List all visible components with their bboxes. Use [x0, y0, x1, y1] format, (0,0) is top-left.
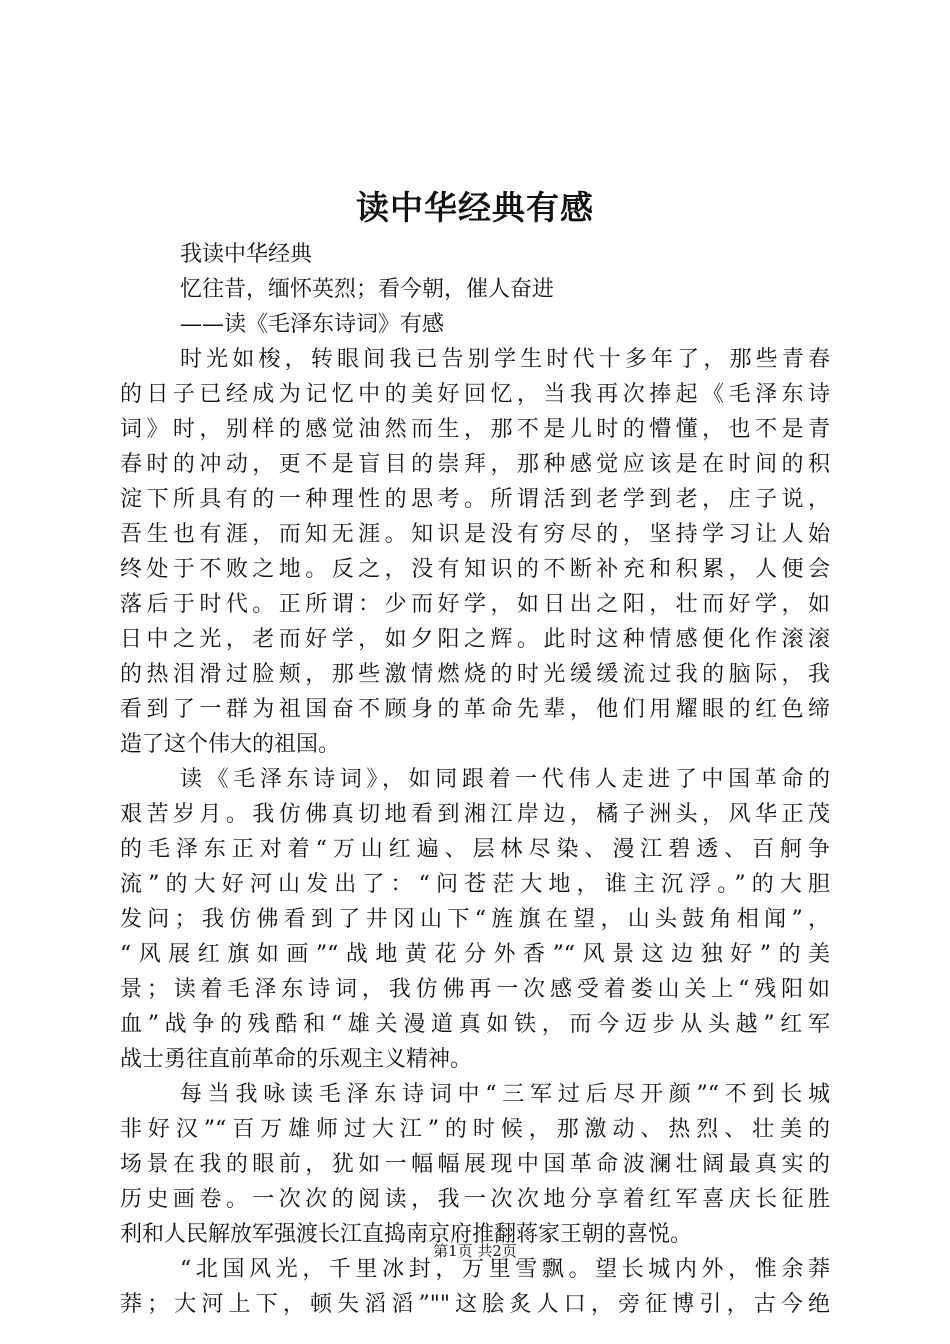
paragraph-line: 终处于不败之地。反之，没有知识的不断补充和积累，人便会: [120, 557, 830, 582]
paragraph-line: 场景在我的眼前，犹如一幅幅展现中国革命波澜壮阔最真实的: [120, 1152, 830, 1177]
paragraph-line: 日中之光，老而好学，如夕阳之辉。此时这种情感便化作滚滚: [120, 627, 830, 652]
document-title: 读中华经典有感: [356, 188, 594, 227]
paragraph-line: 发问；我仿佛看到了井冈山下“旌旗在望，山头鼓角相闻”，: [120, 907, 830, 932]
document-body: [120, 237, 830, 1322]
page-number-footer: 第1页 共2页: [433, 1242, 517, 1260]
paragraph-line: 读《毛泽东诗词》，如同跟着一代伟人走进了中国革命的: [180, 767, 830, 792]
paragraph-line: 吾生也有涯，而知无涯。知识是没有穷尽的，坚持学习让人始: [120, 522, 830, 547]
paragraph-line: 艰苦岁月。我仿佛真切地看到湘江岸边，橘子洲头，风华正茂: [120, 802, 830, 827]
paragraph-line: 的毛泽东正对着“万山红遍、层林尽染、漫江碧透、百舸争: [120, 837, 830, 862]
paragraph-line: 春时的冲动，更不是盲目的崇拜，那种感觉应该是在时间的积: [120, 452, 830, 477]
paragraph-line: 的热泪滑过脸颊，那些激情燃烧的时光缓缓流过我的脑际，我: [120, 662, 830, 687]
paragraph-line: 血”战争的残酷和“雄关漫道真如铁，而今迈步从头越”红军: [120, 1012, 830, 1037]
paragraph-line: “北国风光，千里冰封，万里雪飘。望长城内外，惟余莽: [180, 1257, 830, 1282]
paragraph-line: “风展红旗如画”“战地黄花分外香”“风景这边独好”的美: [120, 942, 830, 967]
paragraph-line: 每当我咏读毛泽东诗词中“三军过后尽开颜”“不到长城: [180, 1082, 830, 1107]
subtitle-line: 我读中华经典: [180, 242, 313, 267]
subtitle-line: 忆往昔，缅怀英烈；看今朝，催人奋进: [180, 277, 555, 302]
paragraph-line: 莽；大河上下，顿失滔滔”""这脍炙人口，旁征博引，古今绝: [120, 1292, 830, 1317]
paragraph-line: 造了这个伟大的祖国。: [120, 732, 341, 757]
paragraph-line: 的日子已经成为记忆中的美好回忆，当我再次捧起《毛泽东诗: [120, 382, 830, 407]
paragraph-line: 流”的大好河山发出了：“问苍茫大地，谁主沉浮。”的大胆: [120, 872, 830, 897]
paragraph-line: 景；读着毛泽东诗词，我仿佛再一次感受着娄山关上“残阳如: [120, 977, 830, 1002]
paragraph-line: 利和人民解放军强渡长江直捣南京府推翻蒋家王朝的喜悦。: [120, 1222, 693, 1247]
paragraph-line: 看到了一群为祖国奋不顾身的革命先辈，他们用耀眼的红色缔: [120, 697, 830, 722]
paragraph-line: 历史画卷。一次次的阅读，我一次次地分享着红军喜庆长征胜: [120, 1187, 830, 1212]
paragraph-line: 淀下所具有的一种理性的思考。所谓活到老学到老，庄子说，: [120, 487, 830, 512]
paragraph-line: 战士勇往直前革命的乐观主义精神。: [120, 1047, 473, 1072]
paragraph-line: 落后于时代。正所谓：少而好学，如日出之阳，壮而好学，如: [120, 592, 830, 617]
paragraph-line: 非好汉”“百万雄师过大江”的时候，那激动、热烈、壮美的: [120, 1117, 830, 1142]
paragraph-line: 词》时，别样的感觉油然而生，那不是儿时的懵懂，也不是青: [120, 417, 830, 442]
paragraph-line: 时光如梭，转眼间我已告别学生时代十多年了，那些青春: [180, 347, 830, 372]
subtitle-line: ——读《毛泽东诗词》有感: [180, 312, 445, 337]
